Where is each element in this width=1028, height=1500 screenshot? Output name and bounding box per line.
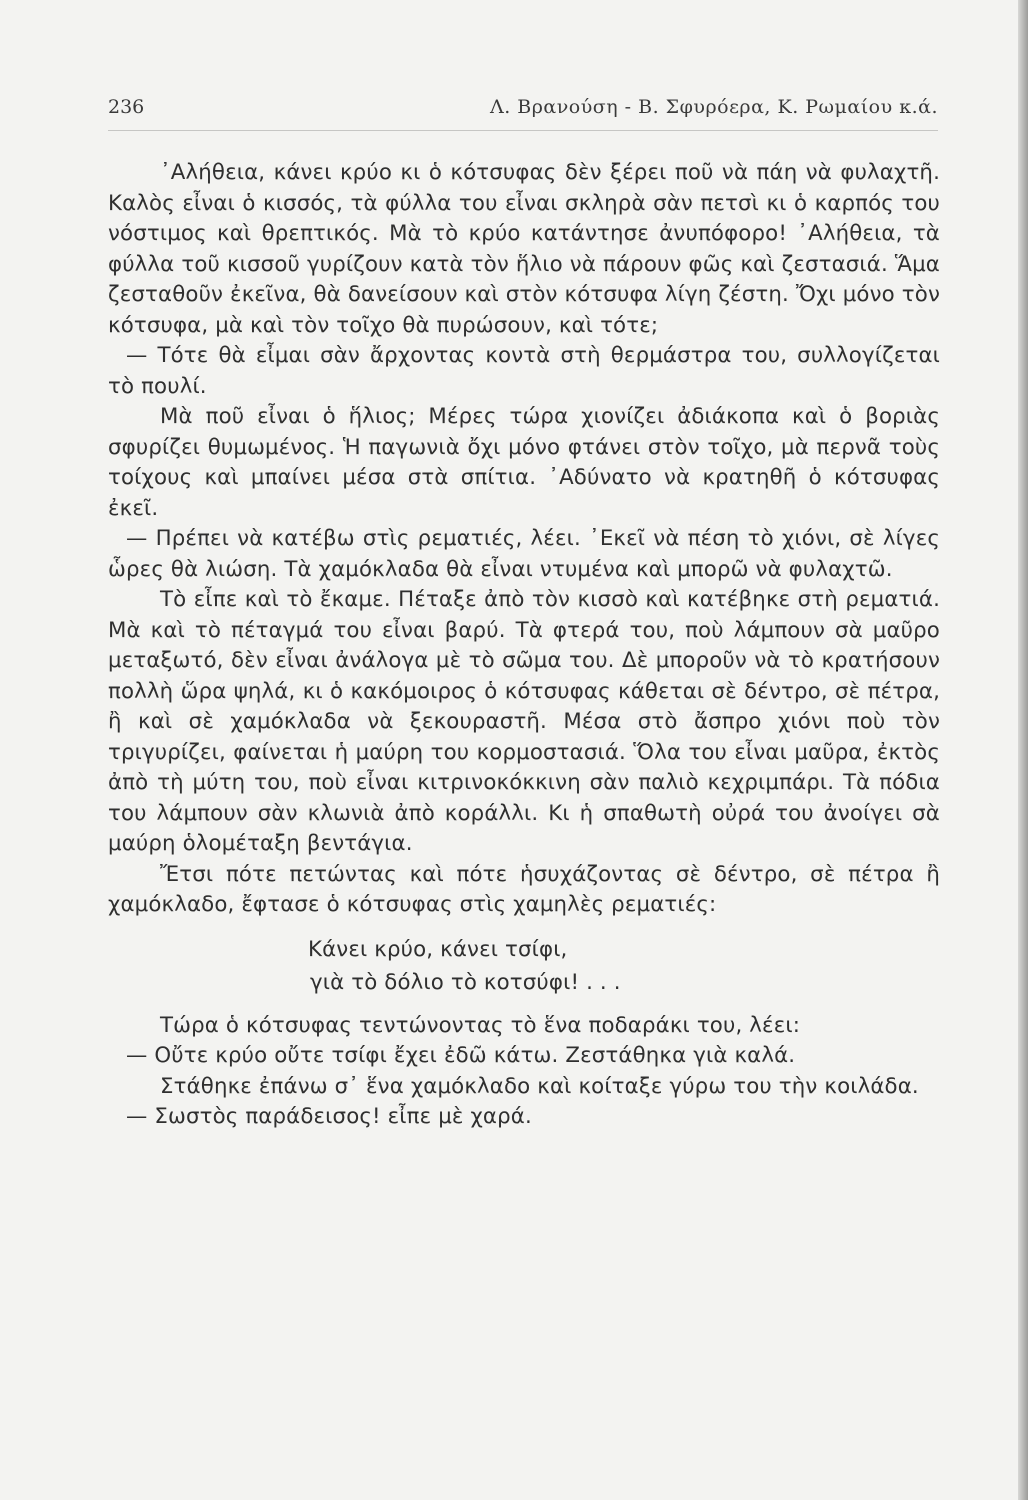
paragraph: Στάθηκε ἐπάνω σ᾿ ἕνα χαμόκλαδο καὶ κοίταξε γύρω του τὴν κοιλάδα. <box>160 1073 919 1099</box>
verse <box>308 933 940 999</box>
paragraph: Μὰ ποῦ εἶναι ὁ ἥλιος; Μέρες τώρα χιονίζει ἀδιάκοπα καὶ ὁ βοριὰς σφυρίζει θυμωμένος. Ἡ παγωνιὰ ὄχι μόνο φτάνει στὸν τοῖχο, μὰ περνᾶ τοὺς τοίχους καὶ μπαίνει μέσα στὰ σπίτια. ᾿Αδύνατο νὰ κρατηθῆ ὁ κότσυφας ἐκεῖ. <box>108 404 940 521</box>
dialogue-line: — Σωστὸς παράδεισος! εἶπε μὲ χαρά. <box>126 1104 532 1129</box>
page-header <box>108 96 938 128</box>
paragraph: Ἔτσι πότε πετώντας καὶ πότε ἡσυχάζοντας σὲ δέντρο, σὲ πέτρα ἢ χαμόκλαδο, ἔφτασε ὁ κότσυφας στὶς χαμηλὲς ρεματιές: <box>108 861 940 917</box>
running-title: Λ. Βρανούση - Β. Σφυρόερα, Κ. Ρωμαίου κ.ά. <box>489 96 938 118</box>
body-text <box>108 158 940 1133</box>
page-number: 236 <box>108 96 145 118</box>
page-edge-shadow <box>1018 0 1028 1500</box>
paragraph: Τὸ εἶπε καὶ τὸ ἔκαμε. Πέταξε ἀπὸ τὸν κισσὸ καὶ κατέβηκε στὴ ρεματιά. Μὰ καὶ τὸ πέταγμά του εἶναι βαρύ. Τὰ φτερά του, ποὺ λάμπουν σὰ μαῦρο μεταξωτό, δὲν εἶναι ἀνάλογα μὲ τὸ σῶμα του. Δὲ μποροῦν νὰ τὸ κρατήσουν πολλὴ ὥρα ψηλά, κι ὁ κακόμοιρος ὁ κότσυφας κάθεται σὲ δέντρο, σὲ πέτρα, ἢ καὶ σὲ χαμόκλαδα νὰ ξεκουραστῆ. Μέσα στὸ ἄσπρο χιόνι ποὺ τὸν τριγυρίζει, φαίνεται ἡ μαύρη του κορμοστασιά. Ὅλα του εἶναι μαῦρα, ἐκτὸς ἀπὸ τὴ μύτη του, ποὺ εἶναι κιτρινοκόκκινη σὰν παλιὸ κεχριμπάρι. Τὰ πόδια του λάμπουν σὰν κλωνιὰ ἀπὸ κοράλλι. Κι ἡ σπαθωτὴ οὐρά του ἀνοίγει σὰ μαύρη ὁλομέταξη βεντάγια. <box>108 587 940 856</box>
header-rule <box>108 130 938 131</box>
paragraph: ᾿Αλήθεια, κάνει κρύο κι ὁ κότσυφας δὲν ξέρει ποῦ νὰ πάη νὰ φυλαχτῆ. Καλὸς εἶναι ὁ κισσός, τὰ φύλλα του εἶναι σκληρὰ σὰν πετσὶ κι ὁ καρπός του νόστιμος καὶ θρεπτικός. Μὰ τὸ κρύο κατάντησε ἀνυπόφορο! ᾿Αλήθεια, τὰ φύλλα τοῦ κισσοῦ γυρίζουν κατὰ τὸν ἥλιο νὰ πάρουν φῶς καὶ ζεστασιά. Ἅμα ζεσταθοῦν ἐκεῖνα, θὰ δανείσουν καὶ στὸν κότσυφα λίγη ζέστη. Ὄχι μόνο τὸν κότσυφα, μὰ καὶ τὸν τοῖχο θὰ πυρώσουν, καὶ τότε; <box>108 160 940 338</box>
dialogue-line: — Πρέπει νὰ κατέβω στὶς ρεματιές, λέει. ᾿Εκεῖ νὰ πέση τὸ χιόνι, σὲ λίγες ὧρες θὰ λιώση. Τὰ χαμόκλαδα θὰ εἶναι ντυμένα καὶ μπορῶ νὰ φυλαχτῶ. <box>108 526 940 582</box>
dialogue-line: — Οὔτε κρύο οὔτε τσίφι ἔχει ἐδῶ κάτω. Ζεστάθηκα γιὰ καλά. <box>126 1043 796 1068</box>
verse-line: γιὰ τὸ δόλιο τὸ κοτσύφι! . . . <box>310 969 621 995</box>
verse-line: Κάνει κρύο, κάνει τσίφι, <box>308 936 568 962</box>
paragraph: Τώρα ὁ κότσυφας τεντώνοντας τὸ ἕνα ποδαράκι του, λέει: <box>160 1012 801 1038</box>
dialogue-line: — Τότε θὰ εἶμαι σὰν ἄρχοντας κοντὰ στὴ θερμάστρα του, συλλογίζεται τὸ πουλί. <box>108 343 940 399</box>
